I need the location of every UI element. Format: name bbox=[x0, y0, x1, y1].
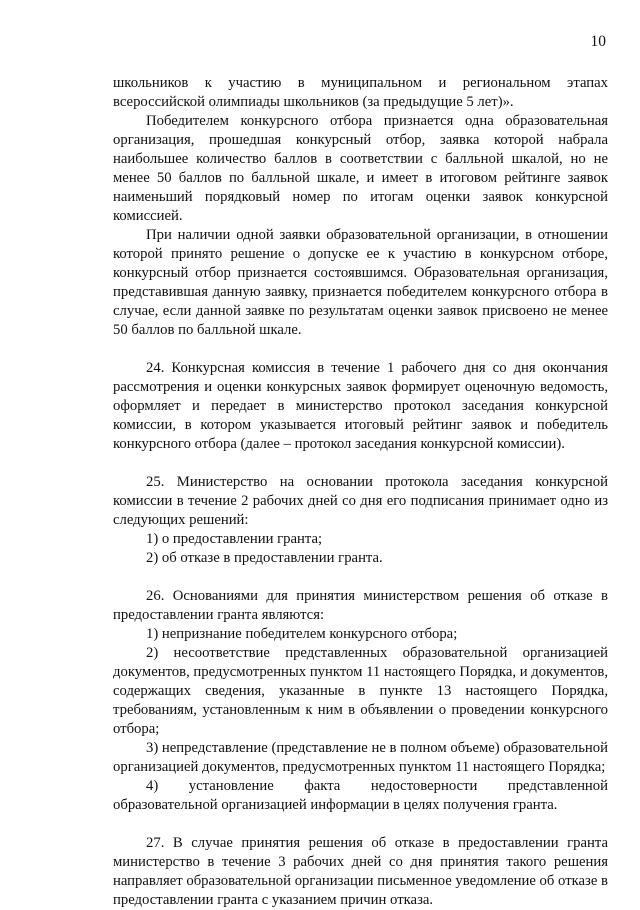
paragraph-24: 24. Конкурсная комиссия в течение 1 рабочего дня со дня окончания рассмотрения и оценки конкурсных заявок формирует оценочную ведомость, оформляет и передает в министерство протокол заседания конкурсной комиссии, в котором указывается итоговый рейтинг заявок и победитель конкурсного отбора (далее – протокол заседания конкурсной комиссии). bbox=[113, 360, 608, 452]
paragraph-single-application: При наличии одной заявки образовательной организации, в отношении которой принято решение о допуске ее к участию в конкурсном отборе, конкурсный отбор признается состоявшимся. Образовательная организация, представившая данную заявку, признается победителем конкурсного отбора в случае, если данной заявке по результатам оценки заявок присвоено не менее 50 баллов по балльной шкале. bbox=[113, 227, 608, 338]
paragraph-26-item-2: 2) несоответствие представленных образовательной организацией документов, предусмотренных пунктом 11 настоящего Порядка, и документов, содержащих сведения, указанные в пункте 13 настоящего Порядка, требованиям, установленным к ним в объявлении о проведении конкурсного отбора; bbox=[113, 645, 608, 737]
paragraph-25: 25. Министерство на основании протокола заседания конкурсной комиссии в течение 2 рабочих дней со дня его подписания принимает одно из следующих решений: bbox=[113, 474, 608, 528]
document-body bbox=[113, 74, 608, 910]
paragraph-gap bbox=[113, 454, 608, 473]
paragraph-25-item-2: 2) об отказе в предоставлении гранта. bbox=[146, 550, 383, 566]
paragraph-continuation: школьников к участию в муниципальном и региональном этапах всероссийской олимпиады школьников (за предыдущие 5 лет)». bbox=[113, 75, 608, 110]
page-number: 10 bbox=[590, 33, 606, 50]
paragraph-gap bbox=[113, 815, 608, 834]
paragraph-26: 26. Основаниями для принятия министерством решения об отказе в предоставлении гранта являются: bbox=[113, 588, 608, 623]
paragraph-27: 27. В случае принятия решения об отказе в предоставлении гранта министерство в течение 3 рабочих дней со дня принятия такого решения направляет образовательной организации письменное уведомление об отказе в предоставлении гранта с указанием причин отказа. bbox=[113, 835, 608, 908]
paragraph-26-item-1: 1) непризнание победителем конкурсного отбора; bbox=[146, 626, 458, 642]
paragraph-26-item-4: 4) установление факта недостоверности представленной образовательной организацией информации в целях получения гранта. bbox=[113, 778, 608, 813]
paragraph-gap bbox=[113, 340, 608, 359]
paragraph-26-item-3: 3) непредставление (представление не в полном объеме) образовательной организацией документов, предусмотренных пунктом 11 настоящего Порядка; bbox=[113, 740, 608, 775]
paragraph-winner-definition: Победителем конкурсного отбора признается одна образовательная организация, прошедшая конкурсный отбор, заявка которой набрала наибольшее количество баллов в соответствии с балльной шкалой, но не менее 50 баллов по балльной шкале, и имеет в итоговом рейтинге заявок наименьший порядковый номер по итогам оценки заявок конкурсной комиссией. bbox=[113, 113, 608, 224]
paragraph-gap bbox=[113, 568, 608, 587]
paragraph-25-item-1: 1) о предоставлении гранта; bbox=[146, 531, 323, 547]
